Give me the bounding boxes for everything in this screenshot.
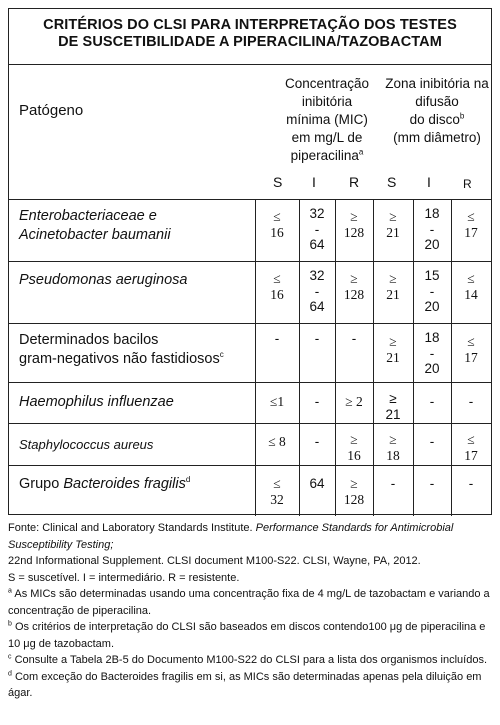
value-cell: ≤1	[269, 394, 285, 409]
row-divider	[9, 465, 491, 466]
value-cell: 64	[309, 476, 325, 491]
value-cell: ≥ 21	[386, 209, 400, 240]
value-cell: ≤ 8	[268, 434, 286, 449]
value-cell: ≥ 128	[343, 209, 365, 240]
value-cell: ≤ 32	[270, 476, 284, 507]
col-header-s: S	[273, 174, 283, 190]
pathogen-name: Staphylococcus aureus	[19, 437, 154, 452]
value-cell: ≥ 2	[345, 394, 363, 409]
value-cell: -	[468, 394, 474, 409]
value-cell: -	[429, 476, 435, 491]
clsi-criteria-table	[8, 8, 492, 515]
row-divider	[9, 261, 491, 262]
col-header-i: I	[312, 174, 316, 190]
value-cell: 18 - 20	[424, 330, 440, 376]
footnotes	[8, 520, 496, 702]
footnote-a: $^a$ As MICs são determinadas usando uma concentração fixa de 4 mg/L de tazobactam e variando a concentração de piperacilina.	[8, 587, 490, 617]
zone-line: Zona inibitória na	[385, 76, 489, 91]
value-cell: ≤ 16	[270, 209, 284, 240]
col-divider	[255, 199, 256, 516]
legend-note: S = suscetível. I = intermediário. R = resistente.	[8, 571, 240, 584]
header-zone	[381, 75, 493, 147]
mic-line: Concentração	[284, 76, 370, 91]
row-divider	[9, 382, 491, 383]
value-cell: ≥ 128	[343, 476, 365, 507]
header-mic	[267, 75, 387, 165]
value-cell: -	[351, 331, 357, 346]
value-cell: 15 - 20	[424, 268, 440, 314]
value-cell: ≥ 128	[343, 271, 365, 302]
mic-line: piperacilina$^a$	[290, 147, 364, 163]
zone-line: do disco$^b$	[409, 111, 465, 127]
col-header-r: R	[463, 177, 472, 191]
value-cell: ≥ 21	[386, 271, 400, 302]
pathogen-name: Determinados bacilos gram-negativos não fastidiosos$^c$	[19, 332, 224, 367]
header-pathogen: Patógeno	[19, 102, 84, 119]
value-cell: -	[314, 331, 320, 346]
supplement-note: 22nd Informational Supplement. CLSI document M100-S22. CLSI, Wayne, PA, 2012.	[8, 555, 421, 567]
col-header-i: I	[427, 174, 431, 190]
value-cell: ≤ 17	[464, 432, 478, 463]
value-cell: -	[429, 434, 435, 449]
col-header-r: R	[349, 174, 360, 190]
value-cell: 18 - 20	[424, 206, 440, 252]
value-cell: ≤ 17	[464, 209, 478, 240]
footnote-marker-a: a	[358, 147, 364, 157]
footnote-d: $^d$ Com exceção do Bacteroides fragilis em si, as MICs são determinadas apenas pela diluição em ágar.	[8, 669, 482, 699]
value-cell: -	[390, 476, 396, 491]
footnote-b: $^b$ Os critérios de interpretação do CLSI são baseados em discos contendo100 μg de piperacilina e 10 μg de tazobactam.	[8, 620, 486, 650]
mic-line: em mg/L de	[291, 130, 363, 145]
value-cell: 32 - 64	[309, 206, 325, 252]
value-cell: -	[274, 331, 280, 346]
zone-line: (mm diâmetro)	[393, 130, 481, 145]
value-cell: ≤ 17	[464, 334, 478, 365]
row-divider	[9, 199, 491, 200]
value-cell: 32 - 64	[309, 268, 325, 314]
footnote-marker-b: b	[459, 111, 465, 121]
row-divider	[9, 323, 491, 324]
value-cell: ≥ 21	[385, 391, 401, 422]
footnote-c: $^c$ Consulte a Tabela 2B-5 do Documento M100-S22 do CLSI para a lista dos organismos incluídos.	[8, 653, 488, 666]
col-header-s: S	[387, 174, 397, 190]
footnote-marker-c: c	[219, 350, 224, 360]
mic-line: mínima (MIC)	[286, 112, 368, 127]
value-cell: ≥ 21	[386, 334, 400, 365]
pathogen-name: Haemophilus influenzae	[19, 394, 174, 410]
value-cell: ≤ 16	[270, 271, 284, 302]
value-cell: -	[314, 434, 320, 449]
value-cell: ≤ 14	[464, 271, 478, 302]
source-note: Fonte: Clinical and Laboratory Standards Institute. Performance Standards for Antimicrobial Susceptibility Testing;	[8, 522, 454, 551]
pathogen-name: Grupo Bacteroides fragilis$^d$	[19, 475, 191, 492]
row-divider	[9, 423, 491, 424]
value-cell: -	[314, 394, 320, 409]
pathogen-name: Enterobacteriaceae e Acinetobacter baumanii	[19, 208, 171, 243]
zone-line: difusão	[415, 94, 459, 109]
value-cell: -	[429, 394, 435, 409]
value-cell: -	[468, 476, 474, 491]
pathogen-name: Pseudomonas aeruginosa	[19, 272, 188, 288]
value-cell: ≥ 16	[347, 432, 361, 463]
value-cell: ≥ 18	[386, 432, 400, 463]
footnote-marker-d: d	[185, 475, 191, 485]
table-title	[9, 9, 491, 65]
mic-line: inibitória	[301, 94, 353, 109]
title-line-1: CRITÉRIOS DO CLSI PARA INTERPRETAÇÃO DOS TESTES	[43, 17, 457, 33]
title-line-2: DE SUSCETIBILIDADE A PIPERACILINA/TAZOBACTAM	[58, 34, 442, 50]
